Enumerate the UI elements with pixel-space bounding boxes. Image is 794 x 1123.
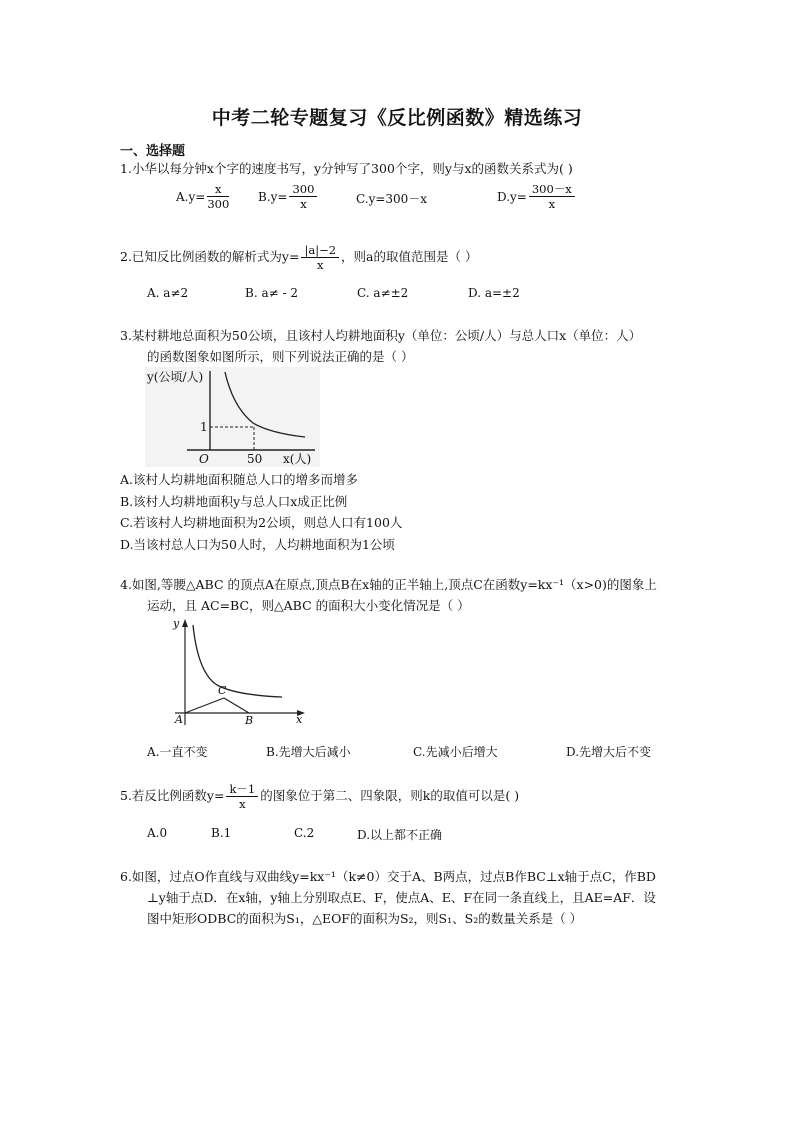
q5-option-d: D.以上都不正确 <box>357 828 443 842</box>
q3-option-b: B.该村人均耕地面积y与总人口x成正比例 <box>120 494 348 509</box>
q4-label-b: B <box>245 714 254 727</box>
q1-option-c: C.y=300－x <box>356 192 428 206</box>
q3-x-label: x(人) <box>283 452 312 466</box>
q1-option-a: A.y= $\frac{x}{300}$ <box>176 182 230 211</box>
q2-option-b: B. a≠ - 2 <box>245 286 298 300</box>
q4-graph <box>165 615 310 730</box>
page-title: 中考二轮专题复习《反比例函数》精选练习 <box>211 107 583 129</box>
q4-option-c: C.先减小后增大 <box>413 745 498 759</box>
q4-hyperbola <box>193 625 282 697</box>
q4-label-x: x <box>296 713 303 726</box>
q2-option-d: D. a=±2 <box>468 286 520 300</box>
q3-option-d: D.当该村总人口为50人时，人均耕地面积为1公顷 <box>120 537 395 552</box>
q4-option-a: A.一直不变 <box>147 745 208 759</box>
q3-y-label: y(公顷/人) <box>147 370 204 384</box>
q2-option-c: C. a≠±2 <box>357 286 409 300</box>
section-heading: 一、选择题 <box>120 144 186 159</box>
q6-line3: 图中矩形ODBC的面积为S₁，△EOF的面积为S₂，则S₁、S₂的数量关系是（ ） <box>147 911 583 926</box>
q3-x-tick: 50 <box>247 452 263 466</box>
q4-option-b: B.先增大后减小 <box>266 745 351 759</box>
q6-line1: 6.如图，过点O作直线与双曲线y=kx⁻¹（k≠0）交于A、B两点，过点B作BC⊥x轴于点C，作BD <box>120 869 656 884</box>
q3-stem-line2: 的函数图象如图所示，则下列说法正确的是（ ） <box>147 349 414 364</box>
q4-side-cb <box>224 698 249 713</box>
q4-option-d: D.先增大后不变 <box>566 745 652 759</box>
q6-line2: ⊥y轴于点D．在x轴，y轴上分别取点E、F，使点A、E、F在同一条直线上，且AE=AF．设 <box>147 890 656 905</box>
q2-option-a: A. a≠2 <box>147 286 189 300</box>
q3-y-tick: 1 <box>200 420 208 434</box>
q1-stem: 1.小华以每分钟x个字的速度书写，y分钟写了300个字，则y与x的函数关系式为( ) <box>120 161 573 176</box>
q4-stem-line2: 运动，且 AC=BC，则△ABC 的面积大小变化情况是（ ） <box>147 598 470 613</box>
q5-stem: 5.若反比例函数y= $\frac{k-1}{x}$ 的图象位于第二、四象限，则k的取值可以是( ) <box>120 782 520 811</box>
q1-option-d: D.y= $\frac{300-x}{x}$ <box>497 182 577 211</box>
q4-side-ac <box>185 698 224 713</box>
q4-y-arrow <box>182 619 188 627</box>
q5-option-b: B.1 <box>211 826 232 840</box>
q4-label-c: C <box>218 684 227 697</box>
q4-label-y: y <box>173 617 180 630</box>
q3-stem-line1: 3.某村耕地总面积为50公顷，且该村人均耕地面积y（单位：公顷/人）与总人口x（单位：人） <box>120 328 642 343</box>
q2-stem: 2.已知反比例函数的解析式为y= $\frac{|a|-2}{x}$ ，则a的取值范围是（ ） <box>120 243 478 272</box>
q4-label-a: A <box>175 713 183 726</box>
q3-origin: O <box>199 452 209 466</box>
q3-graph <box>145 367 320 467</box>
q3-option-c: C.若该村人均耕地面积为2公顷，则总人口有100人 <box>120 515 403 530</box>
q5-option-c: C.2 <box>294 826 315 840</box>
q5-option-a: A.0 <box>147 826 168 840</box>
q3-option-a: A.该村人均耕地面积随总人口的增多而增多 <box>120 472 359 487</box>
q4-stem-line1: 4.如图,等腰△ABC 的顶点A在原点,顶点B在x轴的正半轴上,顶点C在函数y=kx⁻¹（x>0)的图象上 <box>120 577 657 592</box>
q1-option-b: B.y= $\frac{300}{x}$ <box>258 182 319 211</box>
